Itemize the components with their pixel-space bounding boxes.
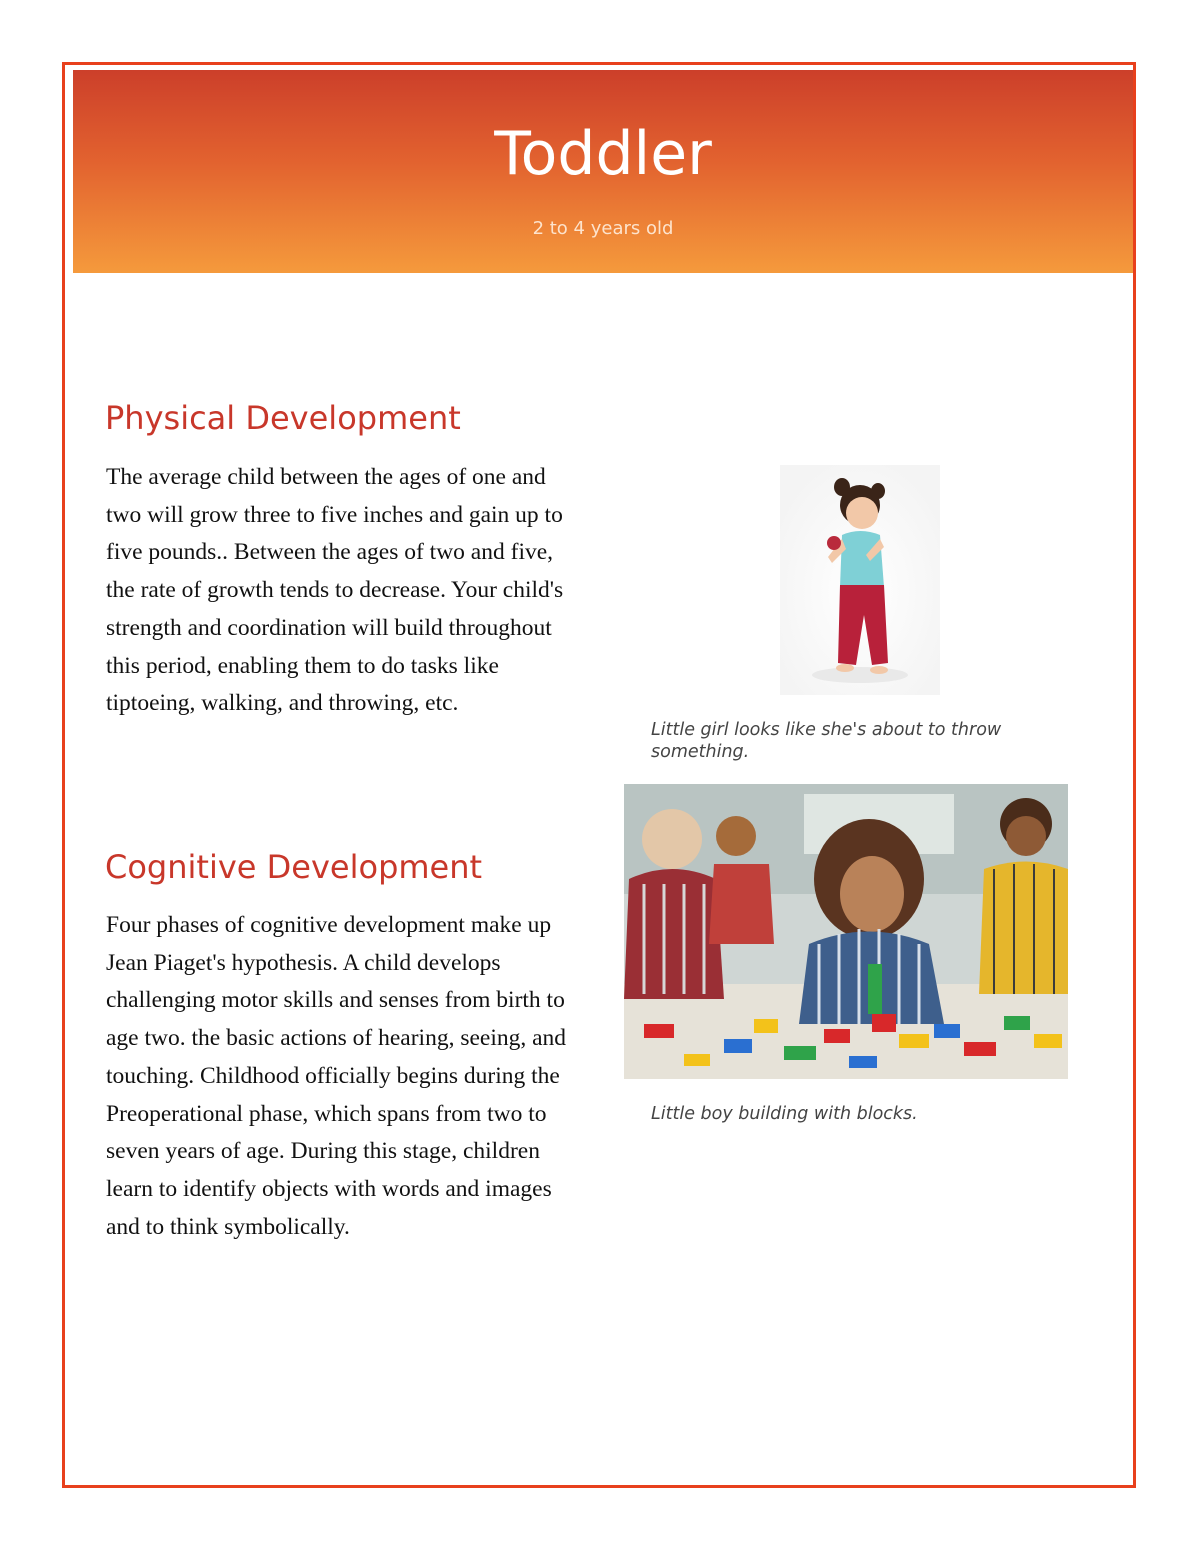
blocks-caption: Little boy building with blocks. [651, 1104, 918, 1124]
cognitive-text: Four phases of cognitive development make up Jean Piaget's hypothesis. A child develops challenging motor skills and senses from birth to age two. the basic actions of hearing, seeing, and touching. Childhood officially begins during the Preoperational phase, which spans from two to seven years of age. During this stage, children learn to identify objects with words and images and to think symbolically. [106, 912, 567, 1240]
girl-caption: Little girl looks like she's about to throw something. [651, 720, 1002, 762]
page-subtitle: 2 to 4 years old [532, 218, 674, 239]
physical-text: The average child between the ages of one and two will grow three to five inches and gain up to five pounds.. Between the ages of two and five, the rate of growth tends to decrease. Your child's strength and coordination will build throughout this period, enabling them to do tasks like tiptoeing, walking, and throwing, etc. [106, 464, 564, 717]
physical-heading: Physical Development [105, 399, 461, 437]
blocks-photo [624, 784, 1068, 1079]
page-title: Toddler [494, 119, 712, 189]
girl-photo [780, 465, 940, 695]
cognitive-heading: Cognitive Development [105, 848, 483, 886]
header-banner [73, 70, 1133, 273]
page-border [62, 62, 1136, 1488]
